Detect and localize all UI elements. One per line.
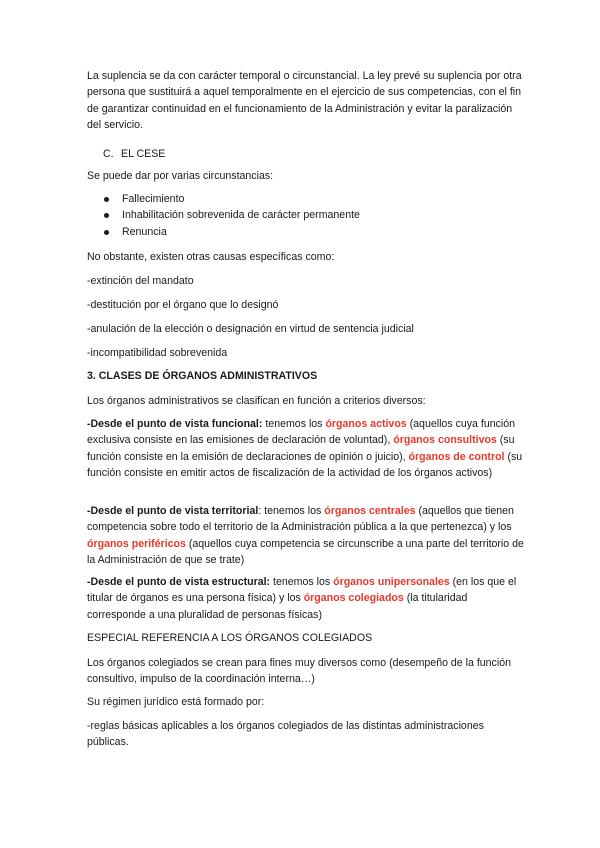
cause-item: -incompatibilidad sobrevenida <box>87 347 228 359</box>
section-heading-3: 3. CLASES DE ÓRGANOS ADMINISTRATIVOS <box>87 370 318 382</box>
list-item-text: Inhabilitación sobrevenida de carácter permanente <box>122 209 360 222</box>
territorial-text: (aquellos que tienen competencia sobre todo el territorio de la Administración pública a la que pertenezca) y los <box>87 505 514 534</box>
term-organos-centrales: órganos centrales <box>324 505 416 517</box>
paragraph-reglas: -reglas básicas aplicables a los órganos colegiados de las distintas administraciones públicas. <box>87 720 484 749</box>
term-organos-unipersonales: órganos unipersonales <box>333 576 450 588</box>
territorial-text: : tenemos los <box>258 505 325 517</box>
estructural-text: tenemos los <box>270 576 334 588</box>
heading-text: EL CESE <box>121 148 166 160</box>
cause-item: -anulación de la elección o designación en virtud de sentencia judicial <box>87 323 414 335</box>
paragraph-suplencia: La suplencia se da con carácter temporal o circunstancial. La ley prevé su suplencia por otra persona que sustituirá a aquel temporalmente en el ejercicio de sus competencias, con el fin de garantizar continuidad en el funcionamiento de la Administración y evitar la paralización del servicio. <box>87 70 522 132</box>
estructural-text: (en los que el titular de órganos es una persona física) y los <box>87 576 517 605</box>
term-organos-de-control: órganos de control <box>408 450 505 463</box>
list-item <box>87 224 527 240</box>
heading-el-cese <box>103 146 543 162</box>
funcional-lead: -Desde el punto de vista funcional: <box>87 418 263 430</box>
paragraph-circunstancias: Se puede dar por varias circunstancias: <box>87 170 274 182</box>
estructural-text: (la titularidad corresponde a una pluralidad de personas físicas) <box>87 592 468 621</box>
bullet-list <box>87 191 527 240</box>
funcional-text: (aquellos cuya función exclusiva consiste en las emisiones de declaración de voluntad), <box>87 418 516 447</box>
paragraph-regimen: Su régimen jurídico está formado por: <box>87 696 265 708</box>
list-item-text: Renuncia <box>122 225 167 238</box>
paragraph-estructural <box>87 574 527 623</box>
territorial-text: (aquellos cuya competencia se circunscribe a una parte del territorio de la Administración de que se trate) <box>87 537 524 567</box>
list-item <box>87 207 527 223</box>
bullet-icon <box>104 230 109 235</box>
paragraph-funcional <box>87 416 527 482</box>
bullet-icon <box>104 197 109 202</box>
term-organos-consultivos: órganos consultivos <box>393 434 497 447</box>
paragraph-territorial <box>87 503 527 569</box>
list-item-text: Fallecimiento <box>122 193 185 205</box>
cause-item: -destitución por el órgano que lo designó <box>87 299 279 311</box>
funcional-text: tenemos los <box>262 418 326 430</box>
term-organos-colegiados: órganos colegiados <box>303 592 404 605</box>
paragraph-colegiados: Los órganos colegiados se crean para fines muy diversos como (desempeño de la función consultivo, impulso de la coordinación interna…) <box>87 657 511 686</box>
list-item <box>87 191 527 207</box>
term-organos-perifericos: órganos periféricos <box>87 537 186 550</box>
funcional-text: (su función consiste en la emisión de declaraciones de opinión o juicio), <box>87 434 515 463</box>
paragraph-no-obstante: No obstante, existen otras causas específicas como: <box>87 251 335 263</box>
estructural-lead: -Desde el punto de vista estructural: <box>87 576 271 588</box>
heading-especial-referencia: ESPECIAL REFERENCIA A LOS ÓRGANOS COLEGIADOS <box>87 632 373 644</box>
funcional-text: (su función consiste en emitir actos de fiscalización de la actividad de los órganos activos) <box>87 450 523 480</box>
paragraph-clasificacion: Los órganos administrativos se clasifican en función a criterios diversos: <box>87 395 426 407</box>
cause-item: -extinción del mandato <box>87 275 194 287</box>
heading-letter: C. <box>103 148 114 160</box>
bullet-icon <box>104 213 109 218</box>
territorial-lead: -Desde el punto de vista territorial <box>87 505 259 517</box>
term-organos-activos: órganos activos <box>325 418 407 430</box>
